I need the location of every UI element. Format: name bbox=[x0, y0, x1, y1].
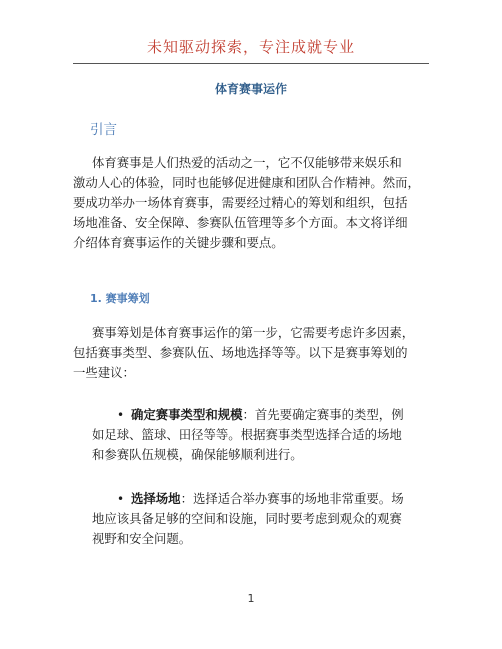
page-header: 未知驱动探索，专注成就专业 bbox=[146, 38, 355, 56]
bullet-item bbox=[73, 405, 433, 465]
bullet-line: 地应该具备足够的空间和设施，同时要考虑到观众的观赛 bbox=[92, 511, 402, 526]
paragraph-line: 体育赛事是人们热爱的活动之一，它不仅能够带来娱乐和 bbox=[92, 155, 402, 170]
bullet-symbol: • bbox=[117, 408, 125, 422]
section-heading-planning: 1. 赛事筹划 bbox=[90, 292, 150, 305]
bullet-term: 选择场地 bbox=[131, 491, 181, 506]
bullet-item bbox=[73, 489, 433, 549]
bullet-symbol: • bbox=[117, 492, 125, 506]
intro-heading: 引言 bbox=[90, 122, 117, 138]
planning-paragraph bbox=[73, 323, 433, 383]
bullet-term: 确定赛事类型和规模 bbox=[131, 407, 243, 422]
bullet-line: 视野和安全问题。 bbox=[92, 531, 192, 546]
paragraph-line: 激动人心的体验，同时也能够促进健康和团队合作精神。然而， bbox=[73, 175, 420, 190]
intro-paragraph bbox=[73, 153, 433, 253]
paragraph-line: 赛事筹划是体育赛事运作的第一步，它需要考虑许多因素， bbox=[92, 325, 415, 340]
bullet-first-line bbox=[73, 489, 433, 509]
page-number: 1 bbox=[247, 592, 255, 605]
header-divider bbox=[73, 63, 429, 64]
paragraph-line: 要成功举办一场体育赛事，需要经过精心的筹划和组织，包括 bbox=[73, 195, 408, 210]
paragraph-line: 介绍体育赛事运作的关键步骤和要点。 bbox=[73, 235, 284, 250]
bullet-line: 和参赛队伍规模，确保能够顺利进行。 bbox=[92, 447, 303, 462]
bullet-text: ：选择适合举办赛事的场地非常重要。场 bbox=[180, 491, 404, 506]
paragraph-line: 包括赛事类型、参赛队伍、场地选择等等。以下是赛事筹划的 bbox=[73, 345, 408, 360]
document-title: 体育赛事运作 bbox=[214, 82, 287, 96]
bullet-line: 如足球、篮球、田径等等。根据赛事类型选择合适的场地 bbox=[92, 427, 402, 442]
paragraph-line: 场地准备、安全保障、参赛队伍管理等多个方面。本文将详细 bbox=[73, 215, 408, 230]
bullet-text: ：首先要确定赛事的类型，例 bbox=[242, 407, 404, 422]
bullet-first-line bbox=[73, 405, 433, 425]
paragraph-line: 一些建议： bbox=[73, 365, 135, 380]
